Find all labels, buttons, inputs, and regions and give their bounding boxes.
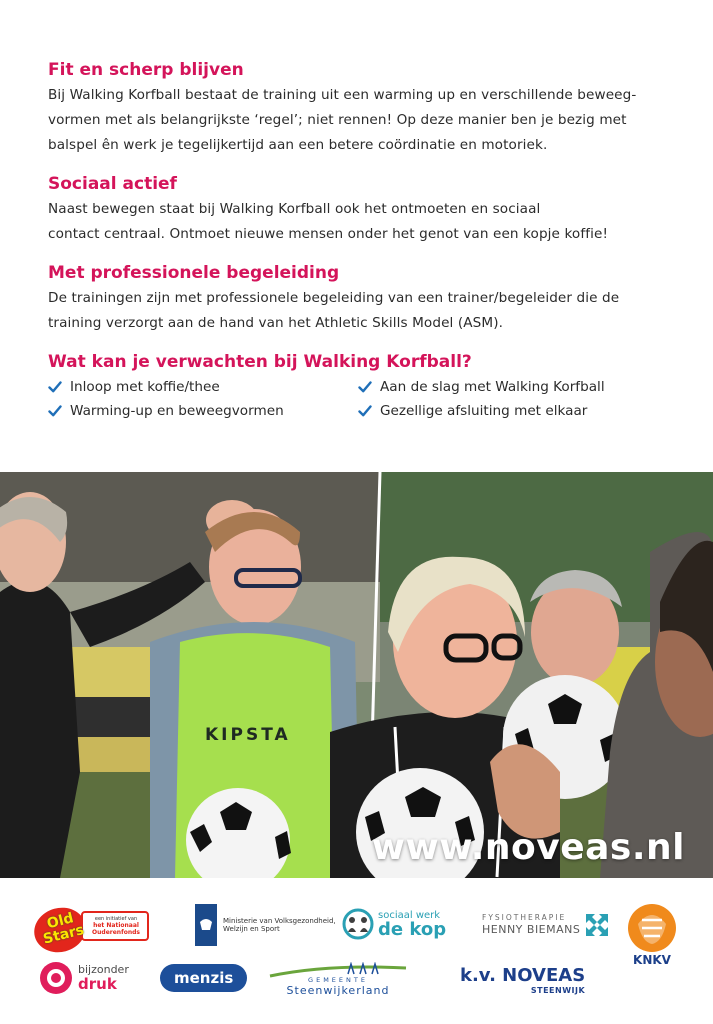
checkmark-icon <box>358 404 372 418</box>
section-paragraph <box>48 83 658 158</box>
lion-emblem <box>626 902 678 960</box>
paragraph-line: Bij Walking Korfball bestaat de training uit een warming up en verschillende beweeg- <box>48 87 637 103</box>
old-stars-title: Old Stars <box>41 910 86 948</box>
info-text-area <box>48 58 658 437</box>
section-fit <box>48 58 658 158</box>
section-begeleiding <box>48 261 658 336</box>
noveas-line2: STEENWIJK <box>530 986 586 995</box>
henny-line2: HENNY BIEMANS <box>482 923 581 936</box>
checklist-item <box>48 375 358 399</box>
checklist-item <box>358 399 658 423</box>
section-paragraph <box>48 286 658 336</box>
checklist <box>48 375 658 423</box>
menzis-logo <box>160 964 247 992</box>
website-url[interactable]: www.noveas.nl <box>371 827 685 868</box>
steenwijk-line2: Steenwijkerland <box>286 984 390 997</box>
sociaal-werk-line1: sociaal werk <box>378 909 441 921</box>
arrows-icon <box>584 912 610 938</box>
checklist-item-label: Warming-up en beweegvormen <box>70 403 284 419</box>
henny-line1: FYSIOTHERAPIE <box>482 913 567 922</box>
noveas-logo <box>460 966 585 995</box>
walking-korfball-photo <box>0 472 713 878</box>
henny-biemans-logo <box>482 912 610 938</box>
checklist-item <box>358 375 658 399</box>
old-stars-logo <box>34 904 154 954</box>
sponsor-logos <box>0 880 713 1024</box>
checklist-item-label: Aan de slag met Walking Korfball <box>380 379 605 395</box>
old-stars-sub1: een initiatief van <box>94 916 138 922</box>
sociaal-werk-line2: de kop <box>378 918 447 940</box>
bijzonder-druk-logo <box>38 960 129 996</box>
bijzonder-line1: bijzonder <box>78 963 129 976</box>
paragraph-line: training verzorgt aan de hand van het Athletic Skills Model (ASM). <box>48 315 504 331</box>
paragraph-line: vormen met als belangrijkste ‘regel’; niet rennen! Op deze manier ben je bezig met <box>48 112 627 128</box>
section-heading: Met professionele begeleiding <box>48 263 340 283</box>
checklist-item-label: Gezellige afsluiting met elkaar <box>380 403 588 419</box>
sociaal-werk-logo <box>342 908 446 940</box>
paragraph-line: Naast bewegen staat bij Walking Korfball ook het ontmoeten en sociaal <box>48 201 541 217</box>
ministerie-line2: Welzijn en Sport <box>223 925 280 933</box>
checkmark-icon <box>48 404 62 418</box>
bijzonder-line2: druk <box>78 975 117 993</box>
people-icon <box>342 908 374 940</box>
ministerie-line1: Ministerie van Volksgezondheid, <box>223 917 336 925</box>
checklist-item <box>48 399 358 423</box>
ministerie-emblem <box>195 904 217 946</box>
paragraph-line: balspel ên werk je tegelijkertijd aan een betere coördinatie en motoriek. <box>48 137 548 153</box>
section-paragraph <box>48 197 658 247</box>
bijzonder-emblem <box>38 960 74 996</box>
checkmark-icon <box>358 380 372 394</box>
old-stars-sub2: het Nationaal Ouderenfonds <box>92 922 140 936</box>
expect-heading: Wat kan je verwachten bij Walking Korfball? <box>48 352 472 372</box>
checklist-item-label: Inloop met koffie/thee <box>70 379 220 395</box>
photo-illustration <box>0 472 713 878</box>
bib-text: KIPSTA <box>205 725 291 745</box>
noveas-line1: k.v. NOVEAS <box>460 965 586 986</box>
menzis-text: menzis <box>160 964 247 992</box>
section-heading: Sociaal actief <box>48 174 177 194</box>
section-heading: Fit en scherp blijven <box>48 60 244 80</box>
ministerie-logo <box>195 904 336 946</box>
knkv-text: KNKV <box>633 953 671 967</box>
paragraph-line: De trainingen zijn met professionele begeleiding van een trainer/begeleider die de <box>48 290 620 306</box>
paragraph-line: contact centraal. Ontmoet nieuwe mensen onder het genot van een kopje koffie! <box>48 226 609 242</box>
section-sociaal <box>48 172 658 247</box>
steenwijkerland-logo <box>268 962 408 997</box>
steenwijk-line1: GEMEENTE <box>308 976 368 984</box>
checkmark-icon <box>48 380 62 394</box>
section-expect <box>48 350 658 423</box>
knkv-logo <box>626 902 678 966</box>
